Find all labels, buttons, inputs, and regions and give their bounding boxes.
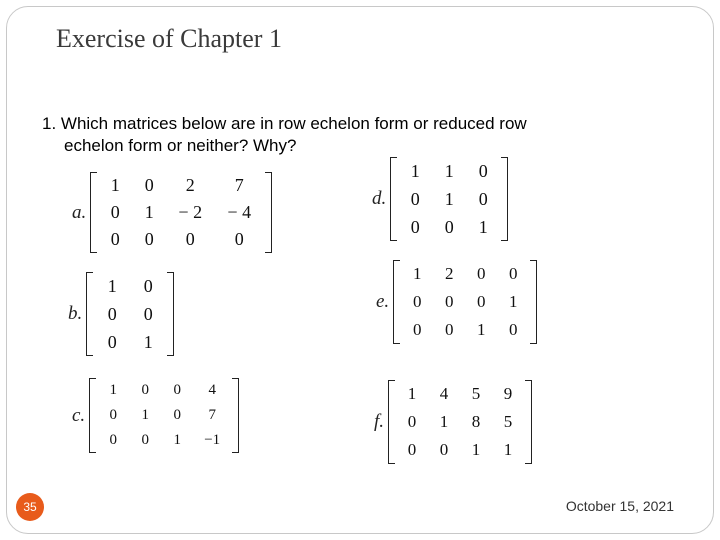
matrix-entry: 0: [410, 217, 420, 237]
matrix-entry: 0: [110, 229, 120, 249]
matrix-bracket: [86, 272, 174, 356]
matrix-entry: 2: [185, 175, 195, 195]
matrix-entry: 1: [173, 432, 181, 448]
matrix-entry: 1: [141, 407, 149, 423]
matrix-entry: 1: [444, 189, 454, 209]
matrix-entry: 0: [444, 320, 454, 339]
matrix-entry: 1: [144, 202, 154, 222]
matrix-entry: 1: [476, 320, 486, 339]
slide-number-badge: 35: [16, 493, 44, 521]
matrix-entry: 0: [478, 189, 488, 209]
matrix-bracket: [90, 172, 272, 253]
matrix-entry: 5: [471, 384, 481, 403]
matrix-label: e.: [376, 291, 390, 312]
matrix-entry: 0: [508, 264, 518, 283]
matrix-entry: 1: [410, 161, 420, 181]
matrix-entry: 5: [503, 412, 513, 431]
matrix-label: f.: [374, 411, 385, 432]
matrix-entry: 0: [185, 229, 195, 249]
slide-date: October 15, 2021: [565, 498, 674, 514]
matrix-entry: 0: [109, 432, 117, 448]
matrix-entry: 1: [508, 292, 518, 311]
matrix-entry: 0: [141, 432, 149, 448]
matrix-entry: 0: [144, 175, 154, 195]
matrix-entry: 1: [444, 161, 454, 181]
slide-frame: [6, 6, 714, 534]
matrix-entry: 0: [143, 276, 153, 296]
matrix-entry: − 2: [178, 202, 203, 222]
matrix-entry: 0: [173, 407, 181, 423]
matrix-entry: 1: [107, 276, 117, 296]
matrix-entry: 2: [444, 264, 454, 283]
matrix-entry: 1: [478, 217, 488, 237]
matrix-entry: 0: [143, 304, 153, 324]
matrix-entry: 1: [110, 175, 120, 195]
matrix-entry: 1: [503, 440, 513, 459]
matrix-entry: 1: [412, 264, 422, 283]
matrix-entry: 0: [476, 264, 486, 283]
matrix-entry: 0: [508, 320, 518, 339]
question-line-2: echelon form or neither? Why?: [64, 136, 297, 155]
matrix-entry: 0: [407, 412, 417, 431]
matrix-entry: 0: [444, 292, 454, 311]
matrix-bracket: [388, 380, 532, 464]
matrix-entry: 1: [407, 384, 417, 403]
matrix-entry: − 4: [227, 202, 252, 222]
matrix-entry: 0: [444, 217, 454, 237]
matrix-entry: 8: [471, 412, 481, 431]
matrix-c: [72, 378, 239, 453]
matrix-entry: 0: [476, 292, 486, 311]
matrix-entry: 9: [503, 384, 513, 403]
matrix-b: [68, 272, 174, 356]
matrix-label: b.: [68, 303, 83, 324]
matrix-entry: 1: [439, 412, 449, 431]
matrix-entry: 0: [234, 229, 244, 249]
matrix-entry: 0: [412, 292, 422, 311]
matrix-entry: 1: [471, 440, 481, 459]
matrix-entry: 0: [407, 440, 417, 459]
matrix-entry: 1: [109, 382, 117, 398]
matrix-entry: 0: [410, 189, 420, 209]
matrix-label: d.: [372, 188, 387, 209]
matrix-entry: 0: [141, 382, 149, 398]
matrix-entry: 0: [412, 320, 422, 339]
matrix-entry: 0: [107, 332, 117, 352]
matrix-entry: 0: [110, 202, 120, 222]
matrix-label: a.: [72, 201, 87, 223]
question-line-1: 1. Which matrices below are in row echelon form or reduced row: [42, 114, 527, 133]
matrix-entry: 0: [107, 304, 117, 324]
matrix-entry: 0: [478, 161, 488, 181]
matrix-entry: 0: [173, 382, 181, 398]
matrix-entry: 1: [143, 332, 153, 352]
matrix-entry: 4: [208, 382, 216, 398]
matrix-a: [72, 172, 272, 253]
matrix-f: [374, 380, 532, 464]
matrix-label: c.: [72, 404, 86, 426]
matrix-entry: 7: [208, 407, 216, 423]
matrix-bracket: [393, 260, 537, 344]
slide-title: Exercise of Chapter 1: [56, 24, 282, 53]
matrix-entry: 4: [439, 384, 449, 403]
matrix-entry: 7: [234, 175, 244, 195]
matrix-bracket: [89, 378, 239, 453]
matrix-d: [372, 157, 508, 241]
matrix-bracket: [390, 157, 508, 241]
matrix-entry: 0: [439, 440, 449, 459]
matrix-entry: 0: [144, 229, 154, 249]
matrix-e: [376, 260, 537, 344]
matrix-entry: 0: [109, 407, 117, 423]
matrix-entry: −1: [204, 432, 221, 448]
question-text: [42, 113, 642, 157]
